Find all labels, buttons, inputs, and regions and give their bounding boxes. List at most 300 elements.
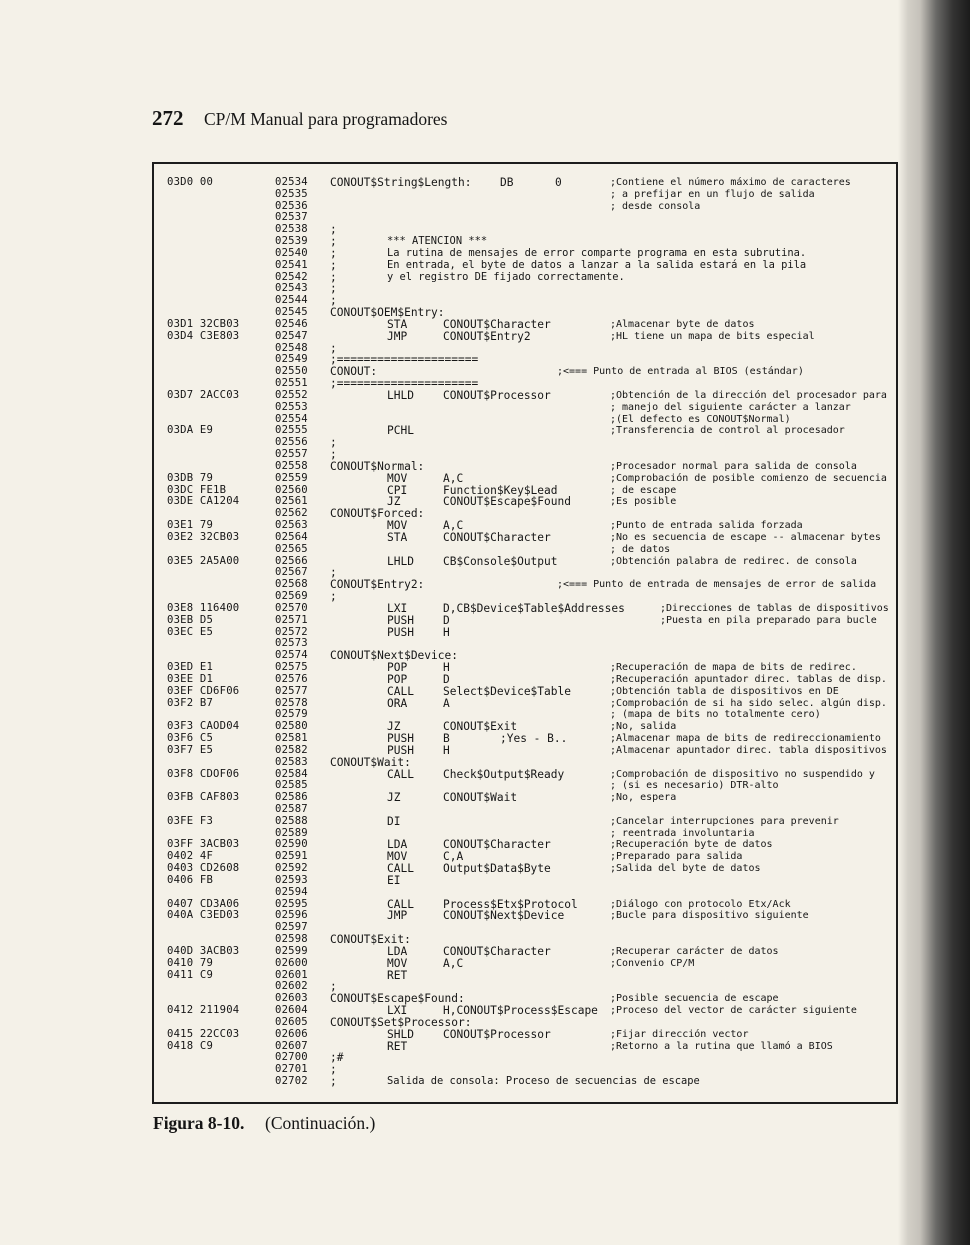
mnemonic: CALL: [387, 767, 414, 781]
source-label: ;: [330, 980, 337, 994]
operand: H: [443, 661, 450, 675]
operand: A,C: [443, 956, 464, 970]
listing-row: [0, 922, 960, 934]
comment: ;Convenio CP/M: [610, 957, 695, 969]
address-code: 0402 4F: [167, 850, 214, 863]
line-number: 02580: [275, 720, 308, 733]
operand: CONOUT$Character: [443, 838, 551, 852]
mnemonic: SHLD: [387, 1027, 414, 1041]
listing-row: [0, 1005, 960, 1017]
comment: ;HL tiene un mapa de bits especial: [610, 330, 815, 342]
line-number: 02561: [275, 495, 308, 508]
operand: Select$Device$Table: [443, 684, 571, 698]
line-number: 02568: [275, 578, 308, 591]
line-number: 02586: [275, 791, 308, 804]
address-code: 03D7 2ACC03: [167, 388, 240, 401]
line-number: 02700: [275, 1051, 308, 1064]
comment: ;No es secuencia de escape -- almacenar bytes: [610, 531, 881, 543]
operand: CONOUT$Next$Device: [443, 909, 565, 923]
line-number: 02589: [275, 826, 308, 839]
line-number: 02541: [275, 258, 308, 271]
comment: ; a prefijar en un flujo de salida: [610, 188, 815, 200]
operand: A: [443, 696, 450, 710]
comment: ;Recuperación apuntador direc. tablas de disp.: [610, 673, 887, 685]
address-code: 03E2 32CB03: [167, 530, 240, 543]
remark-text: En entrada, el byte de datos a lanzar a la salida estará en la pila: [387, 258, 807, 271]
source-label: ;: [330, 590, 337, 604]
source-label: CONOUT$Wait:: [330, 755, 411, 769]
operand: CONOUT$Escape$Found: [443, 495, 571, 509]
source-label: CONOUT$Escape$Found:: [330, 992, 465, 1006]
address-code: 03FB CAF803: [167, 791, 240, 804]
comment: ; de escape: [610, 484, 677, 496]
remark-text: *** ATENCION ***: [387, 235, 488, 248]
listing-row: [0, 390, 960, 402]
comment: ; manejo del siguiente carácter a lanzar: [610, 401, 851, 413]
address-code: 03DA E9: [167, 424, 214, 437]
listing-row: [0, 579, 960, 591]
address-code: 040A C3ED03: [167, 909, 240, 922]
operand: CB$Console$Output: [443, 554, 558, 568]
mnemonic: LDA: [387, 838, 408, 852]
listing-row: [0, 875, 960, 887]
source-label: ;: [330, 246, 337, 260]
line-number: 02576: [275, 672, 308, 685]
line-number: 02594: [275, 885, 308, 898]
source-label: CONOUT$OEM$Entry:: [330, 306, 445, 320]
source-label: ;: [330, 270, 337, 284]
line-number: 02585: [275, 779, 308, 792]
operand: A,C: [443, 519, 464, 533]
comment: ;Almacenar mapa de bits de redireccionamiento: [610, 733, 881, 744]
mnemonic: PCHL: [387, 424, 414, 438]
address-code: 03EB D5: [167, 613, 214, 626]
mnemonic: POP: [387, 661, 408, 675]
address-code: 0418 C9: [167, 1039, 214, 1052]
listing-row: [0, 816, 960, 828]
address-code: 03ED E1: [167, 661, 214, 674]
mnemonic: PUSH: [387, 613, 414, 627]
listing-row: [0, 733, 960, 745]
comment: ;Comprobación de posible comienzo de secuencia: [610, 472, 887, 484]
source-label: CONOUT$Normal:: [330, 459, 425, 473]
line-number: 02599: [275, 944, 308, 957]
address-code: 03FE F3: [167, 814, 214, 827]
address-code: 03E5 2A5A00: [167, 554, 240, 567]
listing-row: [0, 414, 960, 426]
comment: ;Bucle para dispositivo siguiente: [610, 910, 809, 922]
listing-row: [0, 508, 960, 520]
line-number: 02545: [275, 306, 308, 319]
source-label: ;: [330, 436, 337, 450]
comment: ;Retorno a la rutina que llamó a BIOS: [610, 1040, 833, 1052]
line-number: 02603: [275, 992, 308, 1005]
address-code: 03F6 C5: [167, 732, 214, 744]
line-number: 02567: [275, 566, 308, 579]
line-number: 02592: [275, 862, 308, 875]
line-number: 02582: [275, 743, 308, 756]
operand: CONOUT$Character: [443, 530, 551, 544]
line-number: 02601: [275, 968, 308, 981]
mnemonic: POP: [387, 672, 408, 686]
line-number: 02572: [275, 625, 308, 638]
source-label: ;=====================: [330, 377, 479, 391]
listing-row: [0, 366, 960, 378]
source-label: CONOUT$Entry2:: [330, 578, 425, 592]
mnemonic: MOV: [387, 850, 408, 864]
source-label: ;: [330, 223, 337, 237]
comment: ;Almacenar byte de datos: [610, 318, 755, 330]
listing-row: [0, 721, 960, 733]
operand: Output$Data$Byte: [443, 862, 551, 876]
address-code: 03E8 116400: [167, 601, 240, 614]
inline-note: ;Yes - B..: [500, 732, 568, 745]
address-code: 03FF 3ACB03: [167, 838, 240, 851]
address-code: 03EC E5: [167, 625, 214, 638]
address-code: 0406 FB: [167, 873, 214, 886]
line-number: 02584: [275, 767, 308, 780]
listing-row: [0, 615, 960, 627]
comment: ;Fijar dirección vector: [610, 1028, 749, 1040]
listing-row: [0, 910, 960, 922]
listing-row: [0, 946, 960, 958]
comment: ;Es posible: [610, 496, 677, 508]
listing-row: [0, 331, 960, 343]
mnemonic: JMP: [387, 329, 408, 343]
address-code: 03F7 E5: [167, 743, 214, 756]
listing-row: [0, 792, 960, 804]
source-label: CONOUT$Next$Device:: [330, 649, 458, 663]
line-number: 02534: [275, 176, 308, 188]
mnemonic: JMP: [387, 909, 408, 923]
source-label: CONOUT$Forced:: [330, 507, 425, 521]
line-number: 02606: [275, 1027, 308, 1040]
listing-row: [0, 461, 960, 473]
line-number: 02577: [275, 684, 308, 697]
source-label: ;: [330, 341, 337, 355]
comment: ;Diálogo con protocolo Etx/Ack: [610, 898, 791, 910]
mnemonic: DI: [387, 814, 401, 828]
comment: ;Preparado para salida: [610, 851, 743, 863]
listing-row: [0, 260, 960, 272]
comment: ;Recuperar carácter de datos: [610, 945, 779, 957]
line-number: 02575: [275, 661, 308, 674]
line-number: 02597: [275, 921, 308, 934]
listing-row: [0, 343, 960, 355]
mnemonic: MOV: [387, 956, 408, 970]
source-label: ;: [330, 282, 337, 296]
source-label: CONOUT:: [330, 365, 378, 379]
line-number: 02573: [275, 637, 308, 650]
address-code: 0410 79: [167, 956, 214, 969]
line-number: 02539: [275, 235, 308, 248]
comment: ;Comprobación de dispositivo no suspendido y: [610, 768, 875, 780]
comment: ;Obtención tabla de dispositivos en DE: [610, 685, 839, 697]
mnemonic: CALL: [387, 862, 414, 876]
address-code: 03F3 CAOD04: [167, 720, 240, 733]
mnemonic: RET: [387, 968, 408, 982]
line-number: 02583: [275, 755, 308, 768]
line-number: 02566: [275, 554, 308, 567]
listing-row: [0, 1029, 960, 1041]
address-code: 03DC FE1B: [167, 483, 227, 496]
running-title: CP/M Manual para programadores: [204, 109, 448, 129]
remark-text: Salida de consola: Proceso de secuencias de escape: [387, 1075, 700, 1088]
listing-row: [0, 698, 960, 710]
listing-row: [0, 839, 960, 851]
source-label: ;#: [330, 1051, 344, 1065]
source-label: ;: [330, 448, 337, 462]
mnemonic: STA: [387, 317, 408, 331]
listing-row: [0, 686, 960, 698]
source-label: ;: [330, 258, 337, 272]
address-code: 03EF CD6F06: [167, 684, 240, 697]
listing-row: [0, 674, 960, 686]
line-number: 02605: [275, 1015, 308, 1028]
line-number: 02701: [275, 1063, 308, 1076]
line-number: 02553: [275, 400, 308, 413]
comment: ;Puesta en pila preparado para bucle: [660, 614, 877, 626]
operand: D: [443, 672, 450, 686]
mnemonic: PUSH: [387, 743, 414, 757]
line-number: 02565: [275, 542, 308, 555]
comment: ;Direcciones de tablas de dispositivos: [660, 602, 889, 614]
address-code: 03F8 CDOF06: [167, 767, 240, 780]
listing-row: [0, 745, 960, 757]
line-number: 02702: [275, 1075, 308, 1088]
source-label: ;: [330, 1063, 337, 1077]
line-number: 02595: [275, 897, 308, 910]
mnemonic: LDA: [387, 944, 408, 958]
operand: Function$Key$Lead: [443, 483, 558, 497]
listing-row: [0, 627, 960, 639]
listing-row: [0, 272, 960, 284]
comment: ;Cancelar interrupciones para prevenir: [610, 815, 839, 827]
line-number: 02569: [275, 590, 308, 603]
mnemonic: DB: [500, 176, 514, 189]
figure-label: Figura 8-10.: [153, 1113, 245, 1133]
operand: D,CB$Device$Table$Addresses: [443, 601, 625, 615]
listing-row: [0, 863, 960, 875]
address-code: 03D4 C3E803: [167, 329, 240, 342]
line-number: 02564: [275, 530, 308, 543]
operand: CONOUT$Processor: [443, 388, 551, 402]
line-number: 02588: [275, 814, 308, 827]
operand: B: [443, 732, 450, 745]
listing-row: [0, 283, 960, 295]
source-label: ;: [330, 294, 337, 308]
listing-row: [0, 1052, 960, 1064]
line-number: 02552: [275, 388, 308, 401]
operand: CONOUT$Exit: [443, 720, 518, 734]
listing-row: [0, 201, 960, 213]
line-number: 02563: [275, 519, 308, 532]
listing-row: [0, 887, 960, 899]
line-number: 02579: [275, 708, 308, 721]
address-code: 03D1 32CB03: [167, 317, 240, 330]
listing-row: [0, 354, 960, 366]
mnemonic: RET: [387, 1039, 408, 1053]
listing-row: [0, 473, 960, 485]
line-number: 02581: [275, 732, 308, 744]
listing-row: [0, 449, 960, 461]
line-number: 02550: [275, 365, 308, 378]
line-number: 02590: [275, 838, 308, 851]
line-number: 02555: [275, 424, 308, 437]
listing-row: [0, 757, 960, 769]
mnemonic: LHLD: [387, 554, 414, 568]
address-code: 03D0 00: [167, 176, 214, 188]
line-number: 02536: [275, 199, 308, 212]
address-code: 0411 C9: [167, 968, 214, 981]
line-number: 02560: [275, 483, 308, 496]
listing-row: [0, 567, 960, 579]
source-label: ;: [330, 566, 337, 580]
comment: ; reentrada involuntaria: [610, 827, 755, 839]
line-number: 02607: [275, 1039, 308, 1052]
listing-row: [0, 1041, 960, 1053]
listing-row: [0, 437, 960, 449]
line-number: 02558: [275, 459, 308, 472]
line-number: 02554: [275, 412, 308, 425]
line-number: 02551: [275, 377, 308, 390]
operand: 0: [555, 176, 562, 189]
listing-row: [0, 1017, 960, 1029]
comment: ;No, salida: [610, 721, 677, 733]
line-number: 02557: [275, 448, 308, 461]
listing-row: [0, 532, 960, 544]
mnemonic: PUSH: [387, 732, 414, 745]
operand: Process$Etx$Protocol: [443, 897, 578, 911]
comment: ;Salida del byte de datos: [610, 863, 761, 875]
listing-row: [0, 212, 960, 224]
comment: ; desde consola: [610, 200, 701, 212]
address-code: 03E1 79: [167, 519, 214, 532]
source-label: CONOUT$Exit:: [330, 933, 411, 947]
operand: CONOUT$Entry2: [443, 329, 531, 343]
line-number: 02547: [275, 329, 308, 342]
listing-row: [0, 603, 960, 615]
listing-row: [0, 556, 960, 568]
entry-note: ;<=== Punto de entrada de mensajes de error de salida: [557, 579, 877, 591]
address-code: 03F2 B7: [167, 696, 214, 709]
comment: ;Recuperación de mapa de bits de redirec.: [610, 662, 857, 674]
listing-row: [0, 958, 960, 970]
line-number: 02600: [275, 956, 308, 969]
mnemonic: LHLD: [387, 388, 414, 402]
line-number: 02562: [275, 507, 308, 520]
remark-text: La rutina de mensajes de error comparte programa en esta subrutina.: [387, 246, 807, 259]
source-label: ;: [330, 235, 337, 249]
operand: H: [443, 743, 450, 757]
address-code: 0403 CD2608: [167, 862, 240, 875]
line-number: 02602: [275, 980, 308, 993]
line-number: 02587: [275, 802, 308, 815]
listing-row: [0, 295, 960, 307]
comment: ;Recuperación byte de datos: [610, 839, 773, 851]
listing-row: [0, 662, 960, 674]
address-code: 0412 211904: [167, 1004, 240, 1017]
address-code: 03DE CA1204: [167, 495, 240, 508]
operand: CONOUT$Character: [443, 317, 551, 331]
operand: D: [443, 613, 450, 627]
line-number: 02543: [275, 282, 308, 295]
line-number: 02537: [275, 211, 308, 224]
operand: H: [443, 625, 450, 639]
mnemonic: MOV: [387, 471, 408, 485]
figure-caption-text: (Continuación.): [265, 1113, 376, 1133]
listing-row: [0, 650, 960, 662]
listing-row: [0, 981, 960, 993]
line-number: 02559: [275, 471, 308, 484]
mnemonic: LXI: [387, 1004, 408, 1018]
remark-text: y el registro DE fijado correctamente.: [387, 270, 625, 283]
mnemonic: MOV: [387, 519, 408, 533]
comment: ;No, espera: [610, 792, 677, 804]
operand: A,C: [443, 471, 464, 485]
comment: ;Obtención de la dirección del procesador para: [610, 389, 887, 401]
line-number: 02570: [275, 601, 308, 614]
mnemonic: JZ: [387, 791, 401, 805]
line-number: 02556: [275, 436, 308, 449]
listing-row: [0, 402, 960, 414]
address-code: 0407 CD3A06: [167, 897, 240, 910]
source-label: CONOUT$String$Length:: [330, 176, 472, 189]
operand: CONOUT$Processor: [443, 1027, 551, 1041]
listing-row: [0, 189, 960, 201]
comment: ; (mapa de bits no totalmente cero): [610, 709, 821, 721]
comment: ;Obtención palabra de redirec. de consola: [610, 555, 857, 567]
line-number: 02542: [275, 270, 308, 283]
source-label: ;: [330, 1075, 337, 1089]
listing-row: [0, 970, 960, 982]
comment: ;Transferencia de control al procesador: [610, 425, 845, 437]
operand: C,A: [443, 850, 464, 864]
mnemonic: JZ: [387, 495, 401, 509]
mnemonic: PUSH: [387, 625, 414, 639]
line-number: 02574: [275, 649, 308, 662]
entry-note: ;<=== Punto de entrada al BIOS (estándar): [557, 366, 804, 378]
address-code: 040D 3ACB03: [167, 944, 240, 957]
source-label: ;=====================: [330, 353, 479, 367]
line-number: 02593: [275, 873, 308, 886]
comment: ; de datos: [610, 543, 671, 555]
line-number: 02604: [275, 1004, 308, 1017]
operand: H,CONOUT$Process$Escape: [443, 1004, 598, 1018]
listing-row: [0, 496, 960, 508]
line-number: 02598: [275, 933, 308, 946]
mnemonic: LXI: [387, 601, 408, 615]
mnemonic: ORA: [387, 696, 408, 710]
listing-row: [0, 638, 960, 650]
listing-row: [0, 769, 960, 781]
line-number: 02538: [275, 223, 308, 236]
comment: ;Almacenar apuntador direc. tabla dispositivos: [610, 744, 887, 756]
mnemonic: EI: [387, 873, 401, 887]
line-number: 02591: [275, 850, 308, 863]
line-number: 02540: [275, 246, 308, 259]
address-code: 03DB 79: [167, 471, 214, 484]
listing-row: [0, 177, 960, 189]
comment: ;Procesador normal para salida de consola: [610, 460, 857, 472]
mnemonic: CPI: [387, 483, 408, 497]
line-number: 02548: [275, 341, 308, 354]
listing-row: [0, 1076, 960, 1088]
source-label: CONOUT$Set$Processor:: [330, 1015, 472, 1029]
address-code: 03EE D1: [167, 672, 214, 685]
line-number: 02596: [275, 909, 308, 922]
mnemonic: STA: [387, 530, 408, 544]
